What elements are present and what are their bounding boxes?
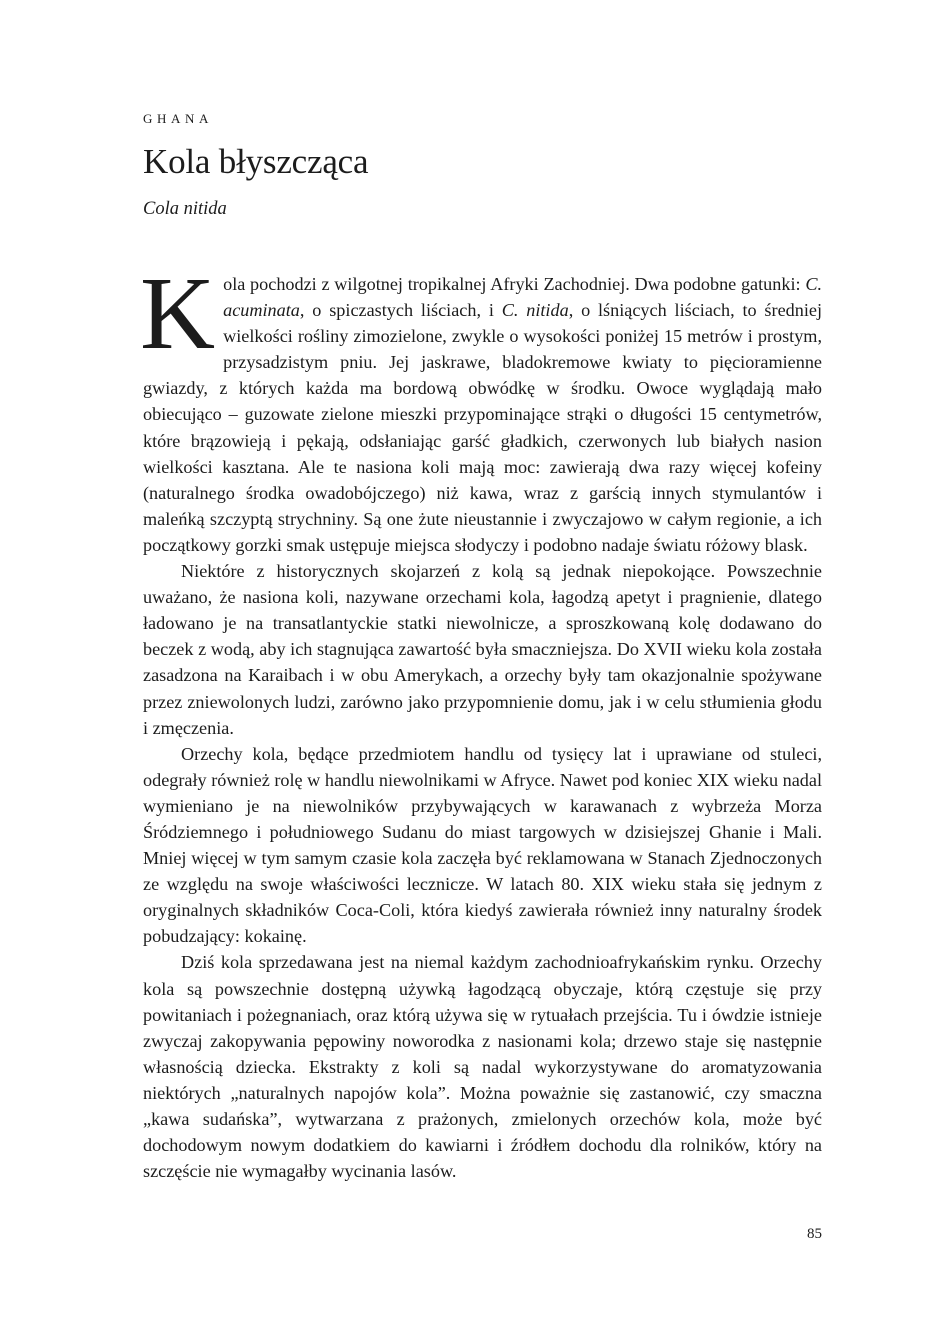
drop-cap: K [140, 256, 216, 371]
paragraph-3: Orzechy kola, będące przedmiotem handlu od tysięcy lat i uprawiane od stuleci, odegrały również rolę w handlu niewolnikami w Afryce. Nawet pod koniec XIX wieku nadal wymieniano je na niewolników przybywających w karawanach z wybrzeża Morza Śródziemnego i południowego Sudanu do miast targowych w dzisiejszej Ghanie i Mali. Mniej więcej w tym samym czasie kola zaczęła być reklamowana w Stanach Zjednoczonych ze względu na swoje właściwości lecznicze. W latach 80. XIX wieku stała się jednym z oryginalnych składników Coca-Coli, która kiedyś zawierała również inny naturalny środek pobudzający: kokainę. [143, 743, 822, 947]
page-number: 85 [807, 1226, 822, 1242]
paragraph-1 [140, 256, 823, 558]
paragraph-2: Niektóre z historycznych skojarzeń z kolą są jednak niepokojące. Powszechnie uważano, że nasiona koli, nazywane orzechami kola, łagodzą apetyt i pragnienie, dlatego ładowano je na transatlantyckie statki niewolnicze, a sproszkowaną kolę dodawano do beczek z wodą, aby ich stagnująca zawartość była smaczniejsza. Do XVII wieku kola została zasadzona na Karaibach i w obu Amerykach, a orzechy były tam okazjonalnie spożywane przez zniewolonych ludzi, zarówno jako przypomnienie domu, jak i w celu stłumienia głodu i zmęczenia. [143, 561, 822, 738]
paragraph-text: , o spiczastych liściach, i [299, 300, 502, 321]
species-name: C. nitida [501, 300, 569, 321]
page [140, 0, 823, 1332]
paragraph-text: , o lśniących liściach, to średniej wielkości rośliny zimozielone, zwykle o wysokości poniżej 15 metrów i prostym, przysadzistym pniu. Jej jaskrawe, bladokremowe kwiaty to pięcioramienne gwiazdy, z których każda ma bordową obwódkę w środku. Owoce wyglądają mało obiecująco – guzowate zielone mieszki przypominające strąki o długości 15 centymetrów, które brązowieją i pękają, odsłaniając garść gładkich, czerwonych lub białych nasion wielkości kasztana. Ale te nasiona koli mają moc: zawierają dwa razy więcej kofeiny (naturalnego środka owadobójczego) niż kawa, wraz z garścią innych stymulantów i maleńką szczyptą strychniny. Są one żute nieustannie i zwyczajowo w całym regionie, a ich początkowy gorzki smak ustępuje miejsca słodyczy i podobno nadaje światu różowy blask. [143, 300, 823, 555]
latin-name-subtitle: Cola nitida [143, 199, 227, 219]
section-country-label: GHANA [143, 111, 213, 126]
article-body [140, 256, 823, 1184]
species-name: C. acuminata [223, 274, 822, 321]
paragraph-text: ola pochodzi z wilgotnej tropikalnej Afryki Zachodniej. Dwa podobne gatunki: [223, 274, 806, 294]
article-title: Kola błyszcząca [143, 142, 369, 181]
paragraph-4: Dziś kola sprzedawana jest na niemal każdym zachodnioafrykańskim rynku. Orzechy kola są powszechnie dostępną używką łagodzącą obyczaje, którą częstuje się przy powitaniach i pożegnaniach, oraz którą używa się w rytuałach przejścia. Tu i ówdzie istnieje zwyczaj zakopywania pępowiny noworodka z nasionami kola; drzewo staje się następnie własnością dziecka. Ekstrakty z koli są nadal wykorzystywane do aromatyzowania niektórych „naturalnych napojów kola”. Można poważnie się zastanowić, czy smaczna „kawa sudańska”, wytwarzana z prażonych, zmielonych orzechów kola, może być dochodowym nowym dodatkiem do kawiarni i źródłem dochodu dla rolników, który na szczęście nie wymagałby wycinania lasów. [143, 952, 822, 1182]
